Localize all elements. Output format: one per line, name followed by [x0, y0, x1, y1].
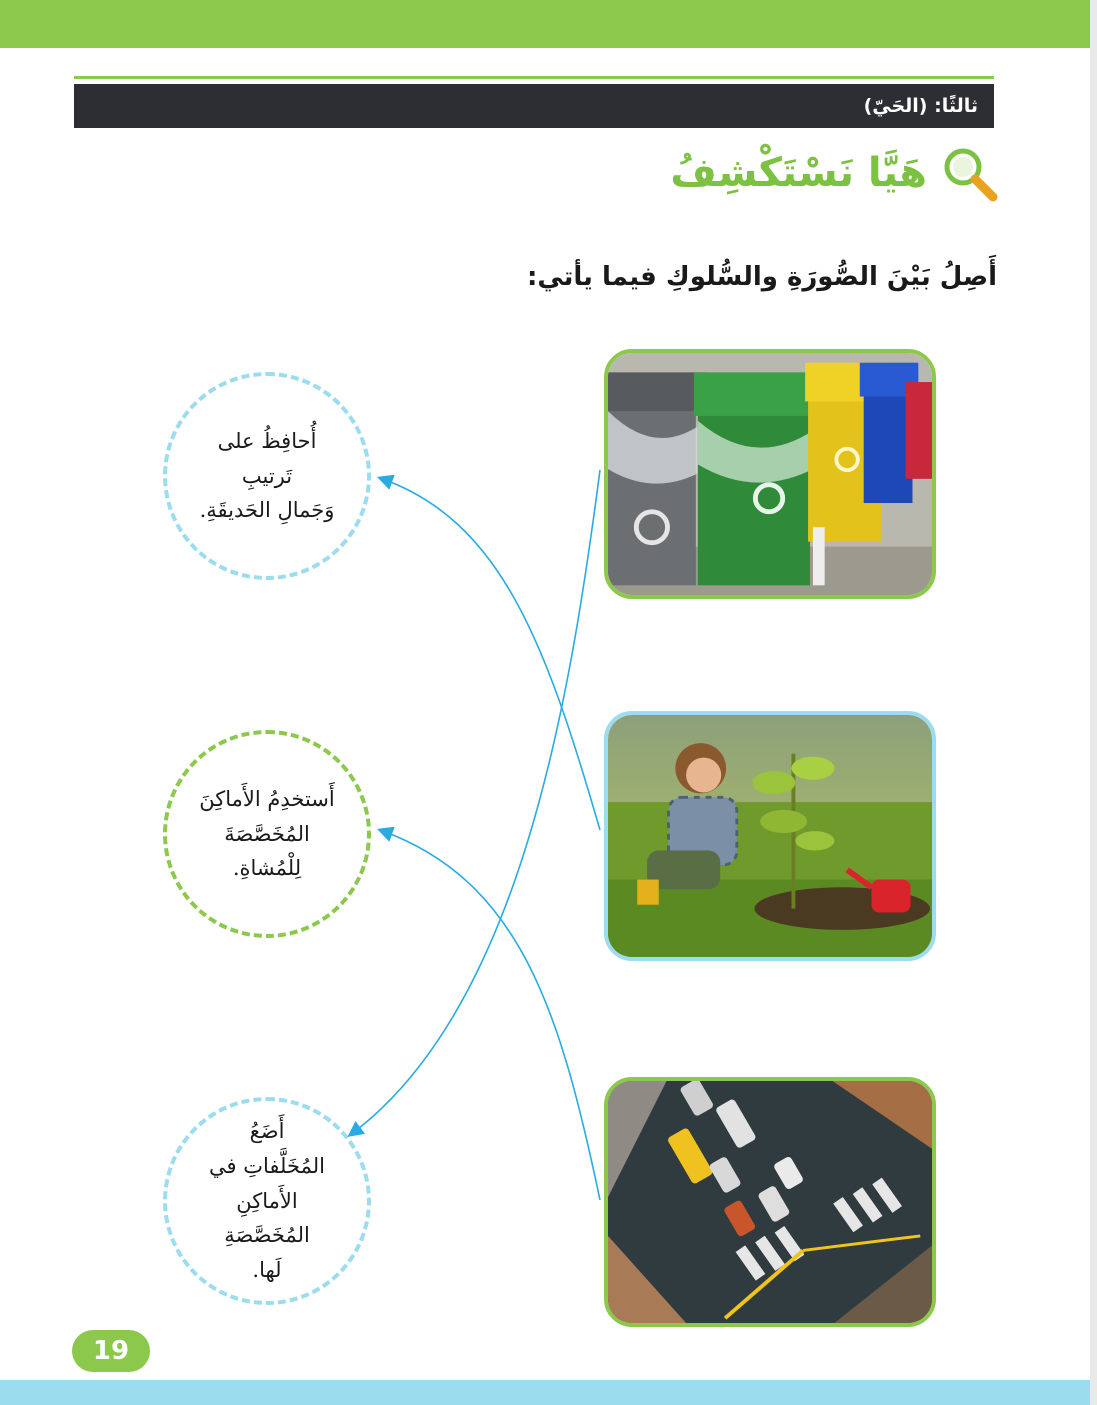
section-label: ثالثًا: (الحَيّ)	[863, 95, 978, 117]
header-rule	[74, 76, 994, 79]
behavior-line: الأَماكِنِ المُخَصَّصَةِ	[224, 1188, 310, 1248]
behavior-line: لَها.	[252, 1257, 282, 1282]
line-planting-to-garden	[380, 478, 600, 830]
behavior-line: المُخَلَّفاتِ في	[209, 1154, 325, 1179]
behavior-line: المُخَصَّصَةَ لِلْمُشاةِ.	[224, 821, 310, 881]
behavior-circle-waste[interactable]	[163, 1097, 371, 1305]
child-planting-tree-photo[interactable]	[604, 711, 936, 961]
aerial-crosswalk-photo[interactable]	[604, 1077, 936, 1327]
page-edge	[1090, 0, 1097, 1405]
behavior-circle-pedestrians[interactable]	[163, 730, 371, 938]
behavior-circle-garden[interactable]	[163, 372, 371, 580]
behavior-line: أَضَعُ	[249, 1119, 285, 1144]
line-bins-to-waste	[350, 470, 600, 1135]
behavior-line: وَجَمالِ الحَديقَةِ.	[199, 498, 335, 523]
behavior-line: أَستخدِمُ الأَماكِنَ	[199, 787, 335, 812]
activity-title: هَيَّا نَسْتَكْشِفُ	[670, 150, 927, 196]
top-color-band	[0, 0, 1090, 48]
magnifier-icon	[939, 143, 999, 203]
behavior-line: أُحافِظُ على تَرتيبِ	[217, 429, 317, 488]
bottom-color-band	[0, 1380, 1090, 1405]
line-crosswalk-to-pedestrians	[380, 830, 600, 1200]
page-number: 19	[72, 1330, 150, 1372]
behavior-text-waste	[167, 1114, 367, 1287]
instruction-text: أَصِلُ بَيْنَ الصُّورَةِ والسُّلوكِ فيما يأتي:	[526, 262, 997, 292]
behavior-text-garden	[167, 424, 367, 528]
behavior-text-pedestrians	[167, 782, 367, 886]
activity-title-row	[670, 138, 999, 208]
section-header-bar	[74, 84, 994, 128]
recycling-bins-photo[interactable]	[604, 349, 936, 599]
